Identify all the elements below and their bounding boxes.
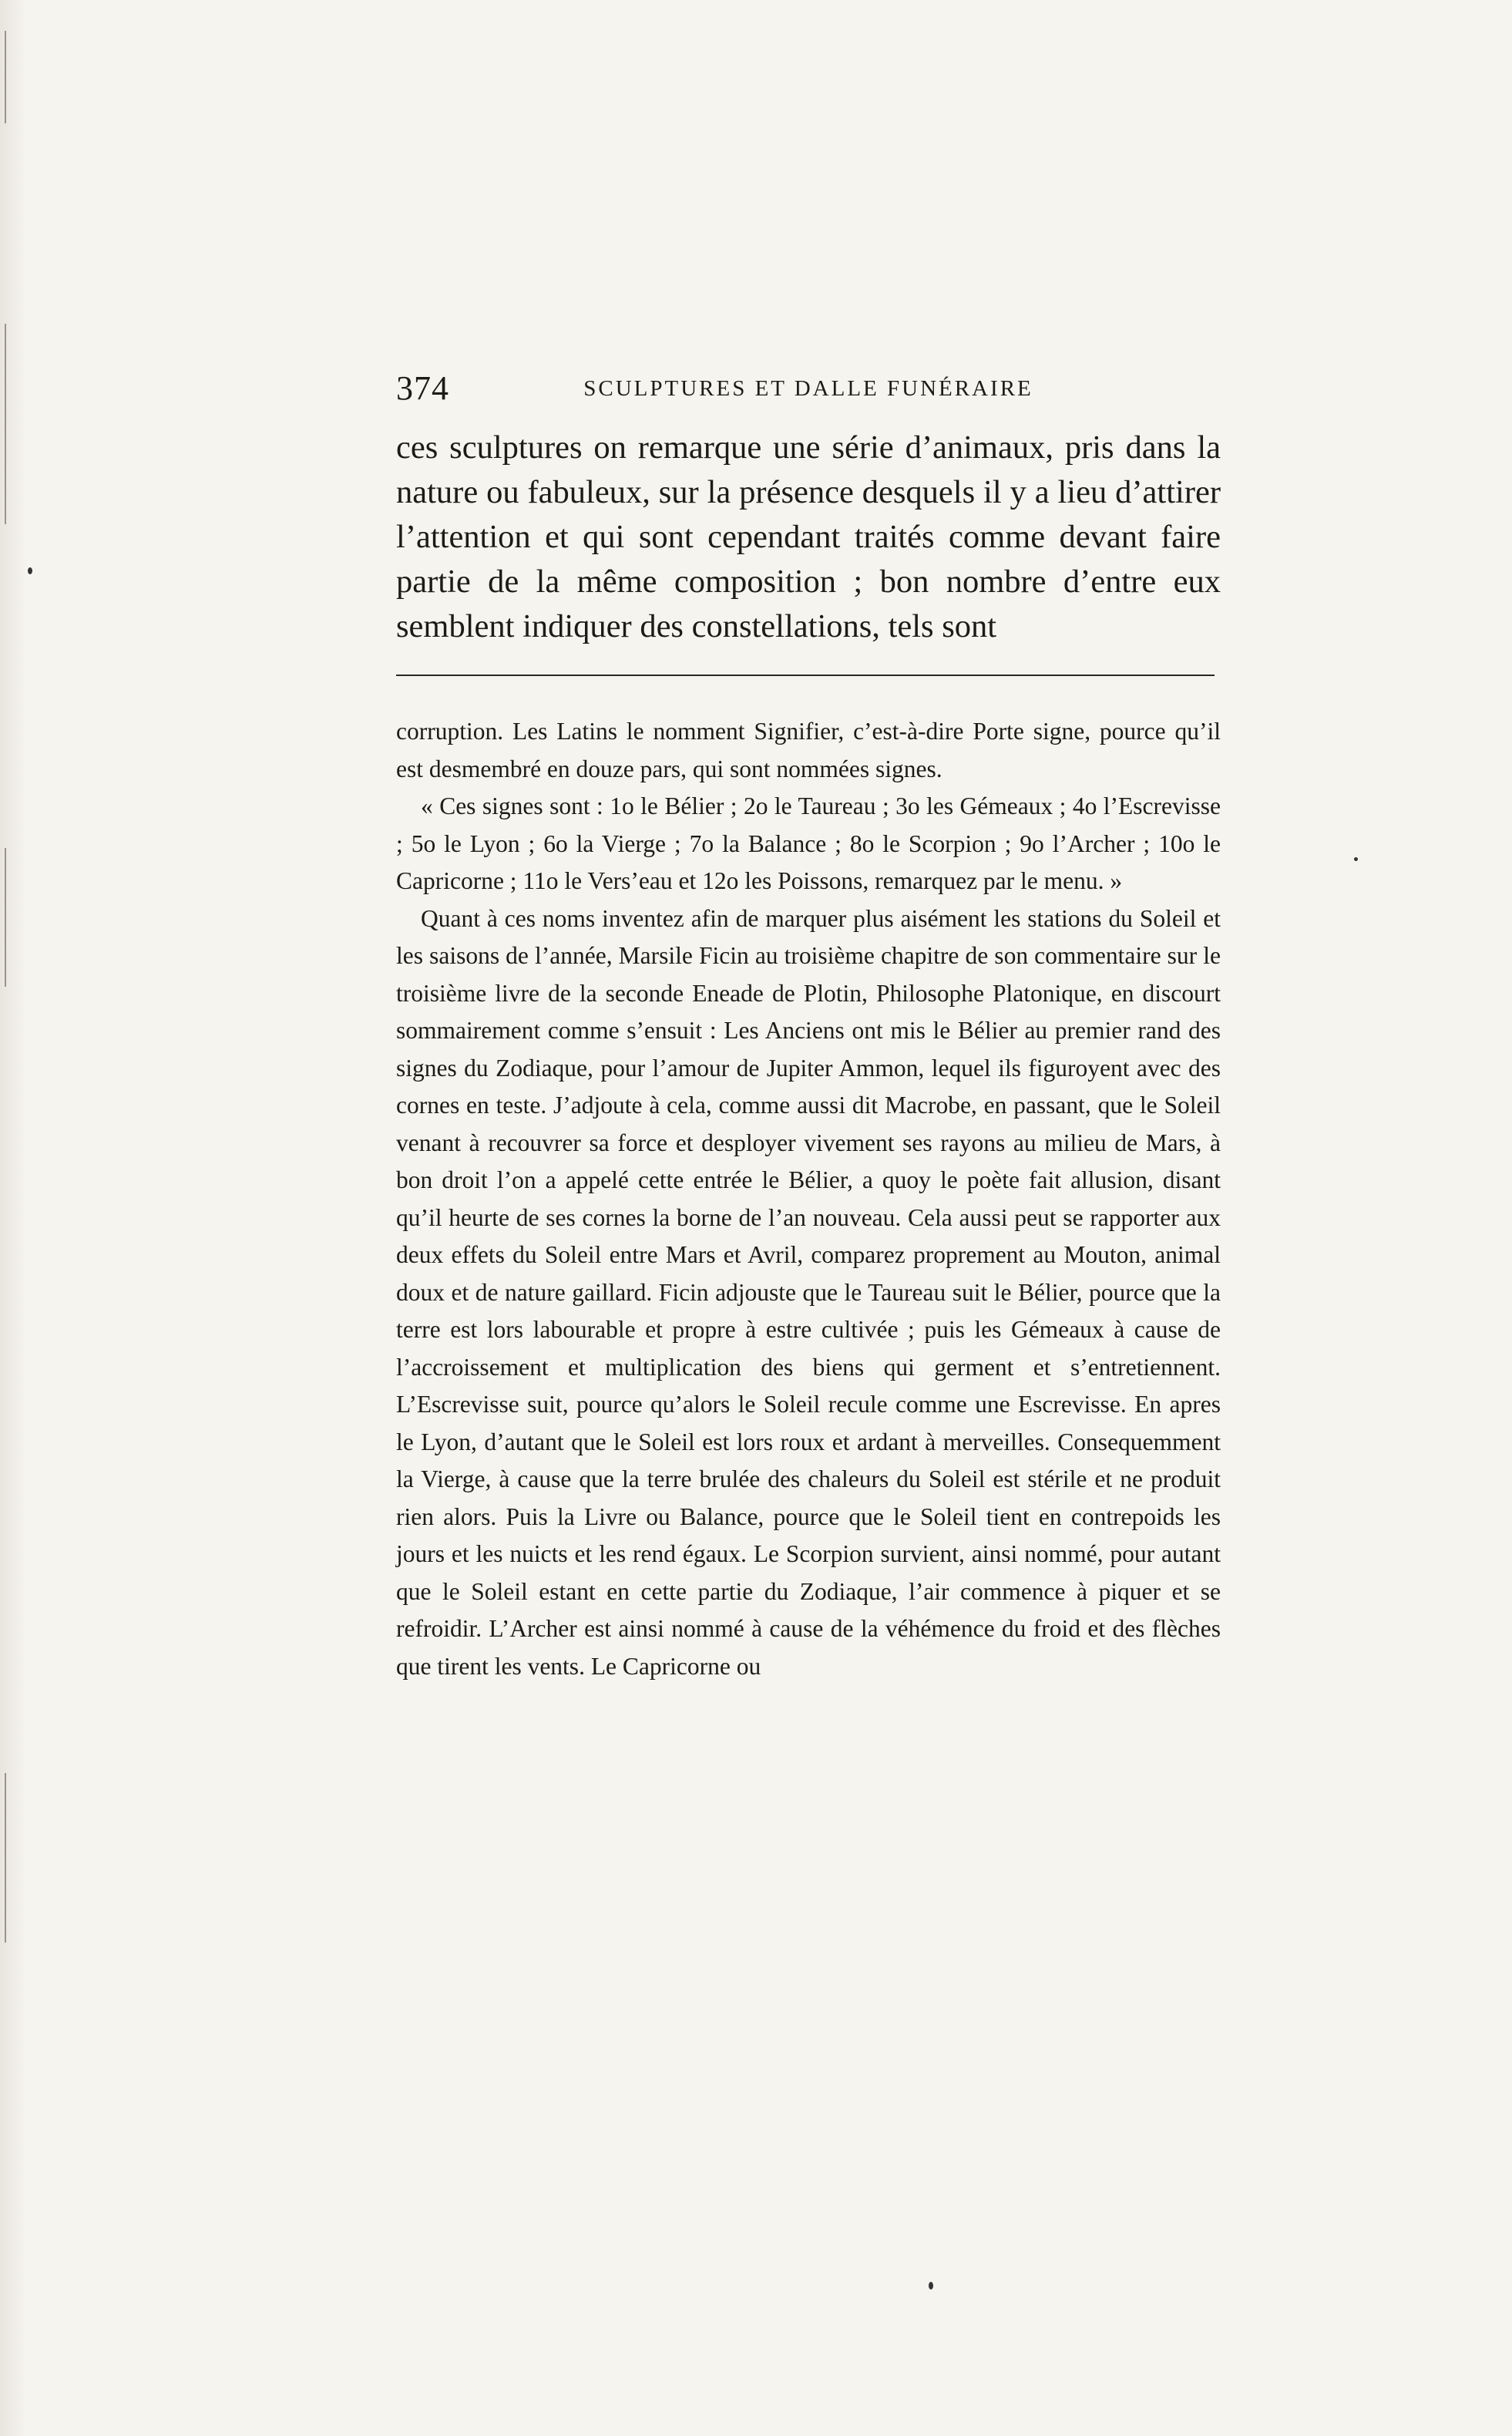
body-paragraph: ces sculptures on remarque une série d’animaux, pris dans la nature ou fabuleux, sur la présence desquels il y a lieu d’attirer l’attention et qui sont cependant traités comme devant faire partie de la même composition ; bon nombre d’entre eux semblent indiquer des constellations, tels sont: [396, 429, 1221, 644]
footnote-paragraph-1: corruption. Les Latins le nomment Signifier, c’est-à-dire Porte signe, pource qu’il est desmembré en douze pars, qui sont nommées signes.: [396, 718, 1221, 782]
ink-speck: [28, 567, 32, 574]
running-title: SCULPTURES ET DALLE FUNÉRAIRE: [583, 376, 1033, 401]
scan-edge-mark: [5, 324, 6, 524]
scan-edge: [0, 0, 26, 2436]
footnote-rule: [396, 675, 1215, 676]
scan-edge-mark: [5, 31, 6, 123]
scan-edge-mark: [5, 1773, 6, 1943]
scan-edge-mark: [5, 848, 6, 987]
footnote: [396, 713, 1221, 1685]
ink-speck: [1354, 857, 1358, 861]
page-number: 374: [396, 369, 449, 407]
book-page: [396, 362, 1221, 1685]
main-text: [396, 426, 1221, 649]
ink-speck: [929, 2282, 933, 2290]
footnote-paragraph-2: « Ces signes sont : 1o le Bélier ; 2o le Taureau ; 3o les Gémeaux ; 4o l’Escrevisse ; 5o le Lyon ; 6o la Vierge ; 7o la Balance ; 8o le Scorpion ; 9o l’Archer ; 10o le Capricorne ; 11o le Vers’eau et 12o les Poissons, remarquez par le menu. »: [396, 792, 1221, 894]
running-head: [396, 362, 1221, 416]
footnote-paragraph-3: Quant à ces noms inventez afin de marquer plus aisément les stations du Soleil et les saisons de l’année, Marsile Ficin au troisième chapitre de son commentaire sur le troisième livre de la seconde Eneade de Plotin, Philosophe Platonique, en discourt sommairement comme s’ensuit : Les Anciens ont mis le Bélier au premier rand des signes du Zodiaque, pour l’amour de Jupiter Ammon, lequel ils figuroyent avec des cornes en teste. J’adjoute à cela, comme aussi dit Macrobe, en passant, que le Soleil venant à recouvrer sa force et desployer vivement ses rayons au milieu de Mars, à bon droit l’on a appelé cette entrée le Bélier, a quoy le poète fait allusion, disant qu’il heurte de ses cornes la borne de l’an nouveau. Cela aussi peut se rapporter aux deux effets du Soleil entre Mars et Avril, comparez proprement au Mouton, animal doux et de nature gaillard. Ficin adjouste que le Taureau suit le Bélier, pource que la terre est lors labourable et propre à estre cultivée ; puis les Gémeaux à cause de l’accroissement et multiplication des biens qui germent et s’entretiennent. L’Escrevisse suit, pource qu’alors le Soleil recule comme une Escrevisse. En apres le Lyon, d’autant que le Soleil est lors roux et ardant à merveilles. Consequemment la Vierge, à cause que la terre brulée des chaleurs du Soleil est stérile et ne produit rien alors. Puis la Livre ou Balance, pource que le Soleil tient en contrepoids les jours et les nuicts et les rend égaux. Le Scorpion survient, ainsi nommé, pour autant que le Soleil estant en cette partie du Zodiaque, l’air commence à piquer et se refroidir. L’Archer est ainsi nommé à cause de la véhémence du froid et des flèches que tirent les vents. Le Capricorne ou: [396, 904, 1221, 1680]
